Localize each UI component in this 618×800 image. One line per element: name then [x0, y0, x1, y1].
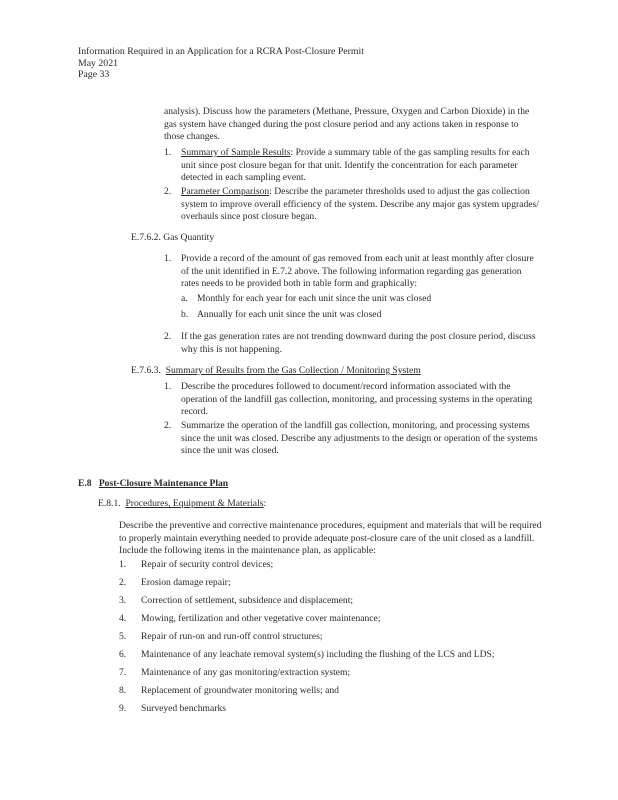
- list-number: 1.: [119, 559, 127, 570]
- list-item: [119, 631, 549, 649]
- gas-quantity-item-2: If the gas generation rates are not trending downward during the post closure period, discuss why this is not happening.: [181, 331, 536, 355]
- list-item: [119, 613, 549, 631]
- header-title: Information Required in an Application for a RCRA Post-Closure Permit: [78, 46, 364, 57]
- list-number: 1.: [164, 253, 172, 264]
- section-heading-summary-of-results: [131, 365, 421, 378]
- list-text: Mowing, fertilization and other vegetative cover maintenance;: [141, 613, 381, 624]
- list-item-summary-of-sample-results: [181, 147, 541, 185]
- list-number: 7.: [119, 667, 127, 678]
- subsection-number: E.8.1.: [98, 498, 121, 509]
- list-item: [119, 577, 549, 595]
- list-number: 1.: [164, 147, 172, 158]
- intro-continuation: analysis). Discuss how the parameters (Methane, Pressure, Oxygen and Carbon Dioxide) in the gas system have changed during the post closure period and any actions taken in response to those changes.: [164, 106, 530, 143]
- gas-quantity-sub-a: Monthly for each year for each unit since the unit was closed: [197, 293, 432, 304]
- list-number: 1.: [164, 381, 172, 392]
- list-number: 2.: [164, 420, 172, 431]
- list-item: [119, 703, 549, 721]
- summary-results-item-2: Summarize the operation of the landfill gas collection, monitoring, and processing systems since the unit was closed. Describe any adjustments to the design or operation of the systems since the unit was closed.: [181, 420, 538, 457]
- list-item-parameter-comparison: [181, 186, 541, 224]
- list-item: [119, 667, 549, 685]
- heading-number: E.7.6.3.: [131, 365, 166, 376]
- list-item: [119, 685, 549, 703]
- section-number: E.8: [78, 478, 92, 489]
- list-number: 6.: [119, 649, 127, 660]
- list-number: 2.: [164, 186, 172, 197]
- subsection-colon: :: [263, 498, 267, 509]
- sub-letter: b.: [181, 309, 189, 320]
- list-number: 2.: [164, 331, 172, 342]
- list-text: Maintenance of any gas monitoring/extraction system;: [141, 667, 351, 678]
- list-item-title: Summary of Sample Results: [181, 147, 291, 158]
- list-item-title: Parameter Comparison: [181, 186, 270, 197]
- sub-letter: a.: [181, 293, 188, 304]
- list-number: 3.: [119, 595, 127, 606]
- maintenance-items-list: [119, 559, 549, 721]
- summary-results-item-1: Describe the procedures followed to document/record information associated with the operation of the landfill gas collection, monitoring, and processing systems in the operating record.: [181, 381, 533, 418]
- heading-title: Summary of Results from the Gas Collection / Monitoring System: [165, 365, 421, 376]
- list-text: Surveyed benchmarks: [141, 703, 226, 714]
- header-date: May 2021: [78, 57, 119, 69]
- header-page-number: Page 33: [78, 69, 110, 80]
- section-title: Post-Closure Maintenance Plan: [98, 478, 229, 489]
- list-text: Maintenance of any leachate removal system(s) including the flushing of the LCS and LDS;: [141, 649, 495, 660]
- list-text: Replacement of groundwater monitoring wells; and: [141, 685, 339, 696]
- gas-quantity-item-1: Provide a record of the amount of gas removed from each unit at least monthly after closure of the unit identified in E.7.2 above. The following information regarding gas generation rates needs to be provided both in table form and graphically:: [181, 253, 534, 290]
- page-header: [78, 46, 364, 81]
- list-number: 9.: [119, 703, 127, 714]
- list-number: 8.: [119, 685, 127, 696]
- section-heading-gas-quantity: E.7.6.2. Gas Quantity: [131, 232, 215, 243]
- list-text: Repair of run-on and run-off control structures;: [141, 631, 323, 642]
- subsection-heading-procedures: [98, 498, 266, 511]
- section-heading-post-closure-maintenance: [78, 478, 228, 491]
- list-item: [119, 649, 549, 667]
- list-text: Repair of security control devices;: [141, 559, 274, 570]
- list-text: Erosion damage repair;: [141, 577, 231, 588]
- gas-quantity-sub-b: Annually for each unit since the unit was closed: [197, 309, 382, 320]
- list-item: [119, 559, 549, 577]
- list-number: 2.: [119, 577, 127, 588]
- list-number: 4.: [119, 613, 127, 624]
- list-text: Correction of settlement, subsidence and displacement;: [141, 595, 354, 606]
- subsection-title: Procedures, Equipment & Materials: [125, 498, 264, 509]
- maintenance-plan-intro: Describe the preventive and corrective maintenance procedures, equipment and materials that will be required to properly maintain everything needed to provide adequate post-closure care of the unit closed as a landfill. Include the following items in the maintenance plan, as applicable:: [119, 520, 542, 557]
- list-item-text: : Describe the parameter thresholds used to adjust the gas collection system to improve overall efficiency of the system. Describe any major gas system upgrades/ overhauls since post closure began.: [181, 186, 539, 223]
- list-number: 5.: [119, 631, 127, 642]
- list-item: [119, 595, 549, 613]
- list-item-text: : Provide a summary table of the gas sampling results for each unit since post closure began for that unit. Identify the concentration for each parameter detected in each sampling event.: [181, 147, 530, 184]
